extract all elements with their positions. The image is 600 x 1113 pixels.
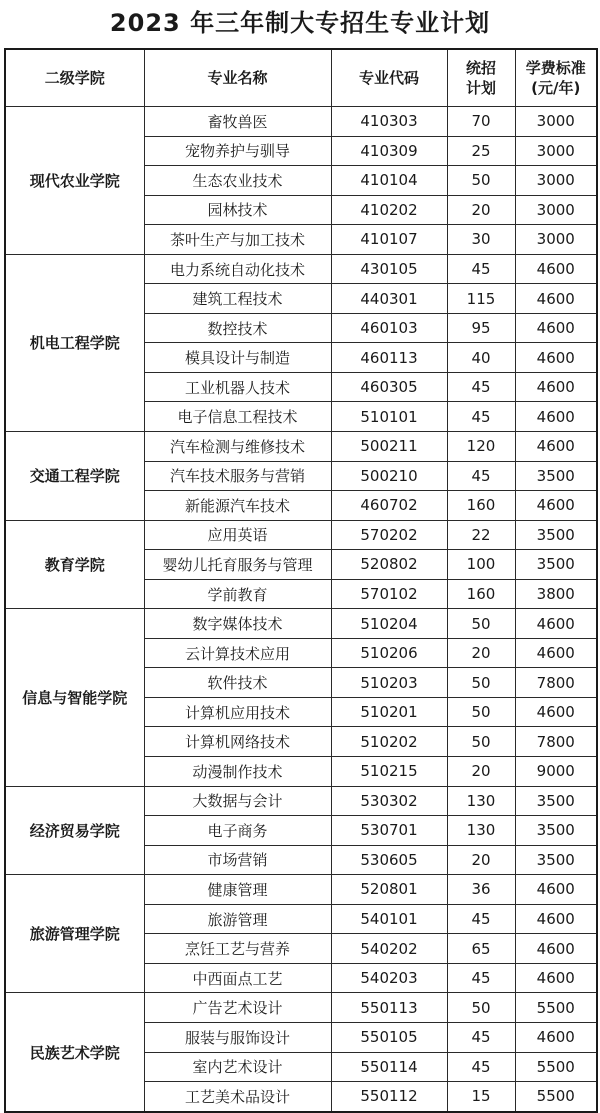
major-code-cell: 510202 bbox=[331, 727, 447, 757]
tuition-fee-cell: 5500 bbox=[515, 1052, 597, 1082]
major-name-cell: 软件技术 bbox=[144, 668, 331, 698]
table-row bbox=[5, 993, 597, 1023]
enrollment-plan-cell: 40 bbox=[447, 343, 515, 373]
major-name-cell: 室内艺术设计 bbox=[144, 1052, 331, 1082]
major-name-cell: 新能源汽车技术 bbox=[144, 491, 331, 521]
enrollment-plan-cell: 100 bbox=[447, 550, 515, 580]
major-code-cell: 550113 bbox=[331, 993, 447, 1023]
enrollment-plan-cell: 65 bbox=[447, 934, 515, 964]
major-code-cell: 500210 bbox=[331, 461, 447, 491]
enrollment-plan-cell: 45 bbox=[447, 372, 515, 402]
college-name-cell: 教育学院 bbox=[5, 520, 144, 609]
major-name-cell: 园林技术 bbox=[144, 195, 331, 225]
major-name-cell: 动漫制作技术 bbox=[144, 757, 331, 787]
tuition-fee-cell: 4600 bbox=[515, 609, 597, 639]
table-row bbox=[5, 432, 597, 462]
enrollment-plan-cell: 50 bbox=[447, 697, 515, 727]
major-code-cell: 570202 bbox=[331, 520, 447, 550]
tuition-fee-cell: 4600 bbox=[515, 1022, 597, 1052]
header-major: 专业名称 bbox=[144, 49, 331, 107]
major-name-cell: 计算机应用技术 bbox=[144, 697, 331, 727]
enrollment-plan-table bbox=[4, 48, 598, 1113]
major-name-cell: 电力系统自动化技术 bbox=[144, 254, 331, 284]
tuition-fee-cell: 3000 bbox=[515, 107, 597, 137]
enrollment-plan-cell: 20 bbox=[447, 638, 515, 668]
major-code-cell: 410104 bbox=[331, 166, 447, 196]
major-name-cell: 婴幼儿托育服务与管理 bbox=[144, 550, 331, 580]
enrollment-plan-cell: 20 bbox=[447, 757, 515, 787]
major-code-cell: 460305 bbox=[331, 372, 447, 402]
tuition-fee-cell: 3500 bbox=[515, 461, 597, 491]
major-code-cell: 460113 bbox=[331, 343, 447, 373]
enrollment-plan-cell: 160 bbox=[447, 491, 515, 521]
major-code-cell: 510101 bbox=[331, 402, 447, 432]
tuition-fee-cell: 4600 bbox=[515, 638, 597, 668]
major-name-cell: 计算机网络技术 bbox=[144, 727, 331, 757]
tuition-fee-cell: 4600 bbox=[515, 963, 597, 993]
enrollment-plan-cell: 45 bbox=[447, 254, 515, 284]
major-name-cell: 宠物养护与驯导 bbox=[144, 136, 331, 166]
college-name-cell: 旅游管理学院 bbox=[5, 875, 144, 993]
major-code-cell: 540202 bbox=[331, 934, 447, 964]
tuition-fee-cell: 4600 bbox=[515, 343, 597, 373]
table-header-row bbox=[5, 49, 597, 107]
major-code-cell: 410303 bbox=[331, 107, 447, 137]
major-name-cell: 畜牧兽医 bbox=[144, 107, 331, 137]
major-name-cell: 学前教育 bbox=[144, 579, 331, 609]
enrollment-plan-cell: 50 bbox=[447, 166, 515, 196]
college-name-cell: 信息与智能学院 bbox=[5, 609, 144, 786]
enrollment-plan-cell: 20 bbox=[447, 845, 515, 875]
enrollment-plan-cell: 15 bbox=[447, 1082, 515, 1112]
major-code-cell: 440301 bbox=[331, 284, 447, 314]
college-name-cell: 现代农业学院 bbox=[5, 107, 144, 255]
major-name-cell: 大数据与会计 bbox=[144, 786, 331, 816]
major-name-cell: 旅游管理 bbox=[144, 904, 331, 934]
table-row bbox=[5, 254, 597, 284]
tuition-fee-cell: 4600 bbox=[515, 402, 597, 432]
tuition-fee-cell: 3800 bbox=[515, 579, 597, 609]
major-name-cell: 健康管理 bbox=[144, 875, 331, 905]
major-name-cell: 服装与服饰设计 bbox=[144, 1022, 331, 1052]
enrollment-plan-cell: 45 bbox=[447, 402, 515, 432]
major-code-cell: 550114 bbox=[331, 1052, 447, 1082]
enrollment-plan-cell: 30 bbox=[447, 225, 515, 255]
major-code-cell: 530605 bbox=[331, 845, 447, 875]
college-name-cell: 交通工程学院 bbox=[5, 432, 144, 521]
enrollment-plan-cell: 50 bbox=[447, 609, 515, 639]
tuition-fee-cell: 4600 bbox=[515, 875, 597, 905]
header-code: 专业代码 bbox=[331, 49, 447, 107]
tuition-fee-cell: 3500 bbox=[515, 816, 597, 846]
major-code-cell: 510201 bbox=[331, 697, 447, 727]
tuition-fee-cell: 3500 bbox=[515, 786, 597, 816]
major-name-cell: 中西面点工艺 bbox=[144, 963, 331, 993]
major-name-cell: 汽车技术服务与营销 bbox=[144, 461, 331, 491]
table-row bbox=[5, 520, 597, 550]
major-code-cell: 550105 bbox=[331, 1022, 447, 1052]
major-name-cell: 数字媒体技术 bbox=[144, 609, 331, 639]
major-code-cell: 410309 bbox=[331, 136, 447, 166]
enrollment-plan-cell: 120 bbox=[447, 432, 515, 462]
major-code-cell: 570102 bbox=[331, 579, 447, 609]
tuition-fee-cell: 4600 bbox=[515, 491, 597, 521]
tuition-fee-cell: 5500 bbox=[515, 993, 597, 1023]
major-code-cell: 410107 bbox=[331, 225, 447, 255]
enrollment-plan-cell: 25 bbox=[447, 136, 515, 166]
college-name-cell: 机电工程学院 bbox=[5, 254, 144, 431]
enrollment-plan-cell: 45 bbox=[447, 963, 515, 993]
major-code-cell: 530701 bbox=[331, 816, 447, 846]
major-name-cell: 电子信息工程技术 bbox=[144, 402, 331, 432]
table-body bbox=[5, 107, 597, 1112]
tuition-fee-cell: 4600 bbox=[515, 697, 597, 727]
enrollment-plan-cell: 36 bbox=[447, 875, 515, 905]
header-plan: 统招 计划 bbox=[447, 49, 515, 107]
table-row bbox=[5, 609, 597, 639]
enrollment-plan-cell: 45 bbox=[447, 1052, 515, 1082]
major-code-cell: 510206 bbox=[331, 638, 447, 668]
enrollment-plan-cell: 45 bbox=[447, 904, 515, 934]
enrollment-plan-cell: 70 bbox=[447, 107, 515, 137]
major-code-cell: 510204 bbox=[331, 609, 447, 639]
tuition-fee-cell: 4600 bbox=[515, 254, 597, 284]
major-name-cell: 烹饪工艺与营养 bbox=[144, 934, 331, 964]
major-code-cell: 410202 bbox=[331, 195, 447, 225]
major-code-cell: 460702 bbox=[331, 491, 447, 521]
tuition-fee-cell: 3500 bbox=[515, 550, 597, 580]
major-name-cell: 建筑工程技术 bbox=[144, 284, 331, 314]
major-name-cell: 市场营销 bbox=[144, 845, 331, 875]
enrollment-plan-cell: 50 bbox=[447, 668, 515, 698]
major-name-cell: 工艺美术品设计 bbox=[144, 1082, 331, 1112]
tuition-fee-cell: 4600 bbox=[515, 432, 597, 462]
major-code-cell: 460103 bbox=[331, 313, 447, 343]
table-row bbox=[5, 786, 597, 816]
tuition-fee-cell: 4600 bbox=[515, 904, 597, 934]
enrollment-plan-cell: 160 bbox=[447, 579, 515, 609]
major-code-cell: 520802 bbox=[331, 550, 447, 580]
enrollment-plan-cell: 130 bbox=[447, 816, 515, 846]
major-code-cell: 510203 bbox=[331, 668, 447, 698]
enrollment-plan-cell: 130 bbox=[447, 786, 515, 816]
tuition-fee-cell: 7800 bbox=[515, 668, 597, 698]
major-name-cell: 生态农业技术 bbox=[144, 166, 331, 196]
major-code-cell: 550112 bbox=[331, 1082, 447, 1112]
table-row bbox=[5, 107, 597, 137]
enrollment-plan-cell: 45 bbox=[447, 1022, 515, 1052]
major-name-cell: 应用英语 bbox=[144, 520, 331, 550]
major-name-cell: 汽车检测与维修技术 bbox=[144, 432, 331, 462]
header-fee: 学费标准 (元/年) bbox=[515, 49, 597, 107]
major-name-cell: 工业机器人技术 bbox=[144, 372, 331, 402]
college-name-cell: 经济贸易学院 bbox=[5, 786, 144, 875]
college-name-cell: 民族艺术学院 bbox=[5, 993, 144, 1112]
major-code-cell: 530302 bbox=[331, 786, 447, 816]
major-code-cell: 540101 bbox=[331, 904, 447, 934]
tuition-fee-cell: 3500 bbox=[515, 845, 597, 875]
major-code-cell: 430105 bbox=[331, 254, 447, 284]
tuition-fee-cell: 3000 bbox=[515, 225, 597, 255]
major-name-cell: 模具设计与制造 bbox=[144, 343, 331, 373]
major-code-cell: 540203 bbox=[331, 963, 447, 993]
major-name-cell: 云计算技术应用 bbox=[144, 638, 331, 668]
header-college: 二级学院 bbox=[5, 49, 144, 107]
major-name-cell: 数控技术 bbox=[144, 313, 331, 343]
tuition-fee-cell: 4600 bbox=[515, 313, 597, 343]
tuition-fee-cell: 5500 bbox=[515, 1082, 597, 1112]
enrollment-plan-cell: 22 bbox=[447, 520, 515, 550]
major-code-cell: 520801 bbox=[331, 875, 447, 905]
major-name-cell: 广告艺术设计 bbox=[144, 993, 331, 1023]
enrollment-plan-cell: 45 bbox=[447, 461, 515, 491]
page-title: 2023 年三年制大专招生专业计划 bbox=[109, 9, 491, 37]
tuition-fee-cell: 3000 bbox=[515, 195, 597, 225]
table-row bbox=[5, 875, 597, 905]
enrollment-plan-cell: 50 bbox=[447, 727, 515, 757]
major-code-cell: 500211 bbox=[331, 432, 447, 462]
tuition-fee-cell: 4600 bbox=[515, 934, 597, 964]
enrollment-plan-cell: 20 bbox=[447, 195, 515, 225]
major-name-cell: 茶叶生产与加工技术 bbox=[144, 225, 331, 255]
tuition-fee-cell: 3000 bbox=[515, 166, 597, 196]
enrollment-plan-cell: 50 bbox=[447, 993, 515, 1023]
tuition-fee-cell: 4600 bbox=[515, 284, 597, 314]
enrollment-plan-cell: 115 bbox=[447, 284, 515, 314]
tuition-fee-cell: 7800 bbox=[515, 727, 597, 757]
tuition-fee-cell: 3000 bbox=[515, 136, 597, 166]
major-name-cell: 电子商务 bbox=[144, 816, 331, 846]
enrollment-plan-cell: 95 bbox=[447, 313, 515, 343]
tuition-fee-cell: 4600 bbox=[515, 372, 597, 402]
tuition-fee-cell: 9000 bbox=[515, 757, 597, 787]
tuition-fee-cell: 3500 bbox=[515, 520, 597, 550]
major-code-cell: 510215 bbox=[331, 757, 447, 787]
